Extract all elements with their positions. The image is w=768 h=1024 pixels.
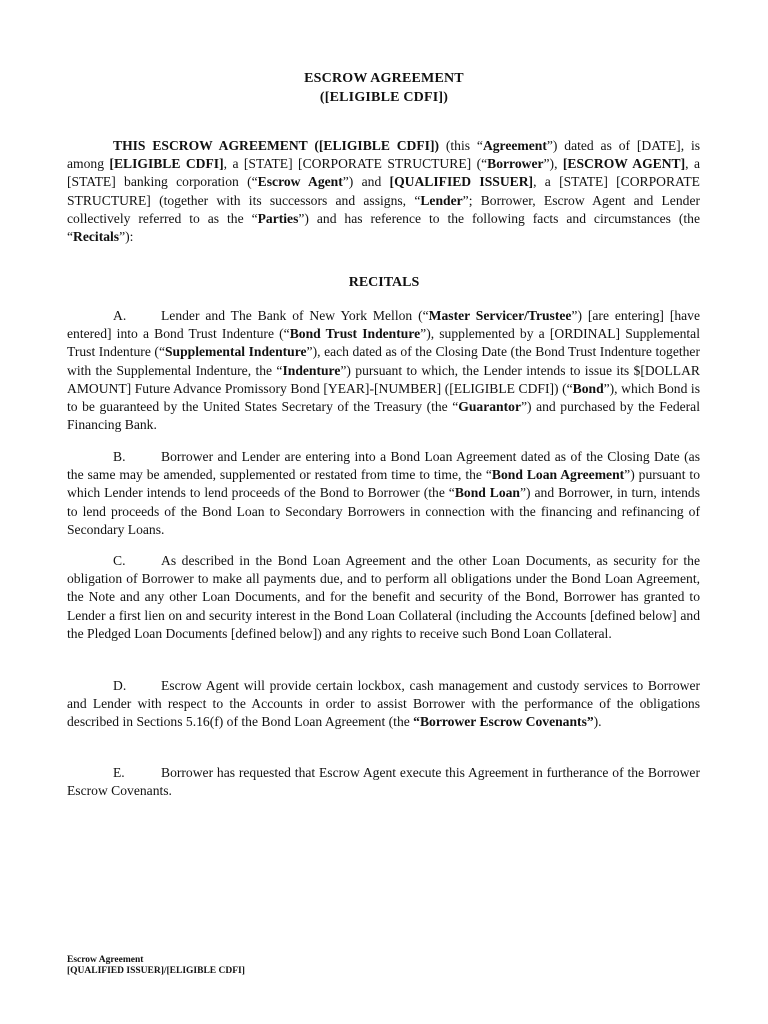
recital-text: Borrower and Lender are entering into a Bond Loan Agreement dated as of the Closing Date (as the same may be amended, supplemented or restated from time to time, the “	[67, 449, 700, 483]
recital-text: ”) and purchased by the Federal Financing Bank.	[67, 399, 700, 433]
recital-letter: B.	[113, 449, 126, 464]
intro-text: , a [STATE] [CORPORATE STRUCTURE] (together with its successors and assigns, “	[67, 174, 700, 208]
defined-term: Recitals	[73, 229, 120, 245]
defined-term: Guarantor	[458, 399, 521, 415]
intro-paragraph	[67, 137, 700, 246]
defined-term: Escrow Agent	[257, 174, 343, 190]
footer-line-1: Escrow Agreement	[67, 955, 144, 965]
recital-text: Escrow Agent will provide certain lockbox, cash management and custody services to Borrower and Lender with respect to the Accounts in order to assist Borrower with the performance of the obligations described in Sections 5.16(f) of the Bond Loan Agreement (the	[67, 678, 700, 730]
recital-text: Lender and The Bank of New York Mellon (“	[161, 308, 429, 323]
intro-text: (this “	[439, 138, 483, 153]
defined-term: Borrower	[487, 156, 544, 172]
intro-text: ”) dated as of [DATE], is among	[67, 138, 701, 172]
recital-text: ).	[593, 714, 602, 730]
defined-term: Agreement	[482, 138, 547, 153]
defined-term: [QUALIFIED ISSUER]	[389, 174, 534, 190]
document-title: ESCROW AGREEMENT	[304, 71, 464, 86]
intro-text: ”) and has reference to the following facts and circumstances (the “	[67, 210, 700, 245]
recitals-heading: RECITALS	[348, 275, 420, 290]
page-footer	[67, 955, 245, 977]
defined-term: “Borrower Escrow Covenants”	[413, 714, 594, 730]
footer-line-2: [QUALIFIED ISSUER]/[ELIGIBLE CDFI]	[67, 966, 245, 976]
recital-text: ”) and Borrower, in turn, intends to lend proceeds of the Bond Loan to Secondary Borrowers in connection with the financing and refinancing of Secondary Loans.	[67, 485, 700, 537]
recital-text: ”), each dated as of the Closing Date (the Bond Trust Indenture together with the Supplemental Indenture, the “	[67, 344, 700, 378]
recital-text: As described in the Bond Loan Agreement and the other Loan Documents, as security for the obligation of Borrower to make all payments due, and to perform all obligations under the Bond Loan Agreement, the Note and any other Loan Documents, and for the benefit and security of the Bond, Borrower has granted to Lender a first lien on and security interest in the Bond Loan Collateral (including the Accounts [defined below] and the Pledged Loan Documents [defined below]) and any rights to receive such Bond Loan Collateral.	[67, 553, 700, 641]
defined-term: [ELIGIBLE CDFI]	[109, 156, 224, 172]
recital-text: ”) pursuant to which Lender intends to lend proceeds of the Bond to Borrower (the “	[67, 467, 700, 501]
defined-term: Supplemental Indenture	[165, 344, 307, 360]
recital-text: ”), which Bond is to be guaranteed by the United States Secretary of the Treasury (the “	[67, 380, 700, 415]
recital-a	[67, 307, 700, 434]
defined-term: Bond Loan Agreement	[491, 467, 625, 483]
recital-letter: A.	[113, 308, 127, 323]
recital-e	[67, 764, 700, 800]
recital-letter: D.	[113, 678, 127, 693]
defined-term: Master Servicer/Trustee	[428, 308, 572, 323]
document-subtitle: ([ELIGIBLE CDFI])	[319, 90, 449, 105]
intro-text: ”) and	[342, 174, 390, 190]
recital-text: ”), supplemented by a [ORDINAL] Supplemental Trust Indenture (“	[67, 326, 700, 360]
defined-term: Indenture	[282, 362, 341, 378]
recital-letter: C.	[113, 553, 126, 568]
defined-term: Parties	[257, 210, 299, 226]
defined-term: [ESCROW AGENT]	[562, 156, 686, 172]
intro-text: ”):	[119, 229, 134, 245]
recital-text: Borrower has requested that Escrow Agent execute this Agreement in furtherance of the Borrower Escrow Covenants.	[67, 765, 700, 799]
recital-b	[67, 448, 700, 539]
intro-text: , a [STATE] [CORPORATE STRUCTURE] (“	[223, 156, 488, 172]
recital-text: ”) pursuant to which, the Lender intends to issue its $[DOLLAR AMOUNT] Future Advance Promissory Bond [YEAR]-[NUMBER] ([ELIGIBLE CDFI]) (“	[67, 362, 700, 396]
defined-term: Bond	[572, 380, 604, 396]
recital-c	[67, 552, 700, 643]
defined-term: Bond Trust Indenture	[289, 326, 421, 342]
defined-term: Lender	[420, 192, 463, 208]
recital-letter: E.	[113, 765, 125, 780]
intro-text: ”),	[543, 156, 563, 172]
defined-term: Bond Loan	[454, 485, 520, 501]
recital-d	[67, 677, 700, 732]
intro-lead: THIS ESCROW AGREEMENT ([ELIGIBLE CDFI])	[113, 138, 440, 153]
intro-text: , a [STATE] banking corporation (“	[67, 156, 701, 190]
recital-text: ”) [are entering] [have entered] into a Bond Trust Indenture (“	[67, 308, 701, 342]
intro-text: ”; Borrower, Escrow Agent and Lender collectively referred to as the “	[67, 192, 700, 226]
